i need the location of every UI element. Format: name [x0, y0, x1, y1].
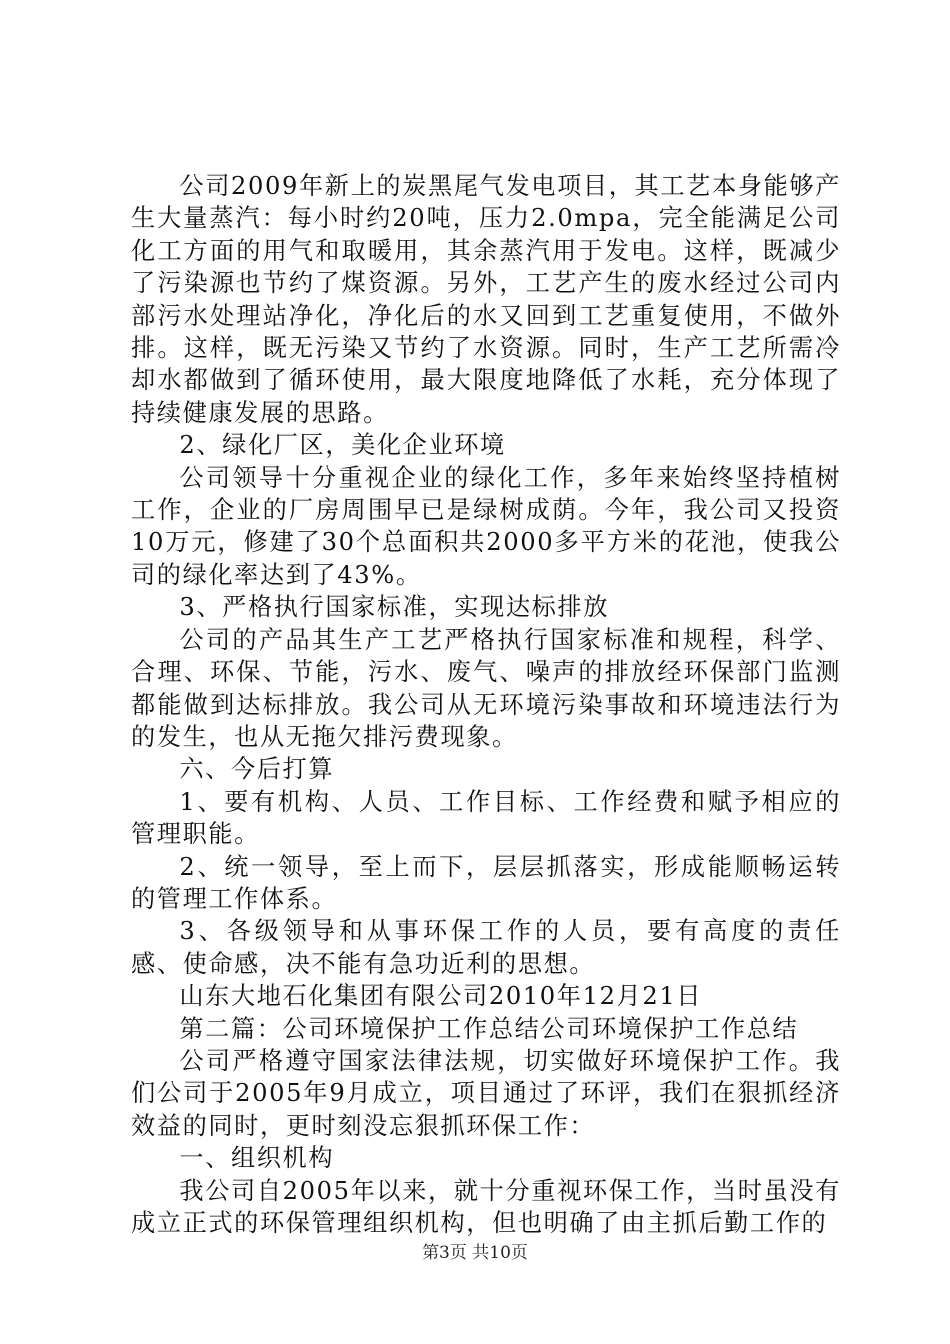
heading-organization: 一、组织机构 — [179, 1144, 335, 1173]
section-title-part-two: 第二篇：公司环境保护工作总结公司环境保护工作总结 — [179, 1014, 799, 1043]
paragraph-intro-part-two: 公司严格遵守国家法律法规，切实做好环境保护工作。我们公司于2005年9月成立，项目通过了环评，我们在狠抓经济效益的同时，更时刻没忘狠抓环保工作： — [131, 1046, 841, 1140]
document-body — [131, 170, 841, 1239]
heading-greening: 2、绿化厂区，美化企业环境 — [179, 431, 506, 460]
heading-standards: 3、严格执行国家标准，实现达标排放 — [179, 593, 609, 622]
paragraph-project-steam: 公司2009年新上的炭黑尾气发电项目，其工艺本身能够产生大量蒸汽：每小时约20吨，压力2.0mpa，完全能满足公司化工方面的用气和取暖用，其余蒸汽用于发电。这样，既减少了污染源也节约了煤资源。另外，工艺产生的废水经过公司内部污水处理站净化，净化后的水又回到工艺重复使用，不做外排。这样，既无污染又节约了水资源。同时，生产工艺所需冷却水都做到了循环使用，最大限度地降低了水耗，充分体现了持续健康发展的思路。 — [131, 172, 841, 427]
signature-line: 山东大地石化集团有限公司2010年12月21日 — [179, 982, 703, 1011]
paragraph-greening: 公司领导十分重视企业的绿化工作，多年来始终坚持植树工作，企业的厂房周围早已是绿树成荫。今年，我公司又投资10万元，修建了30个总面积共2000多平方米的花池，使我公司的绿化率达到了43%。 — [131, 463, 841, 589]
list-item-plan-3: 3、各级领导和从事环保工作的人员，要有高度的责任感、使命感，决不能有急功近利的思想。 — [131, 917, 841, 978]
paragraph-organization: 我公司自2005年以来，就十分重视环保工作，当时虽没有成立正式的环保管理组织机构，但也明确了由主抓后勤工作的 — [131, 1176, 841, 1237]
page-number: 第3页 共10页 — [422, 1243, 528, 1263]
list-item-plan-1: 1、要有机构、人员、工作目标、工作经费和赋予相应的管理职能。 — [131, 787, 841, 849]
paragraph-standards: 公司的产品其生产工艺严格执行国家标准和规程，科学、合理、环保、节能，污水、废气、噪声的排放经环保部门监测都能做到达标排放。我公司从无环境污染事故和环境违法行为的发生，也从无拖欠排污费现象。 — [131, 625, 841, 751]
heading-future-plans: 六、今后打算 — [179, 755, 335, 784]
list-item-plan-2: 2、统一领导，至上而下，层层抓落实，形成能顺畅运转的管理工作体系。 — [131, 852, 841, 913]
